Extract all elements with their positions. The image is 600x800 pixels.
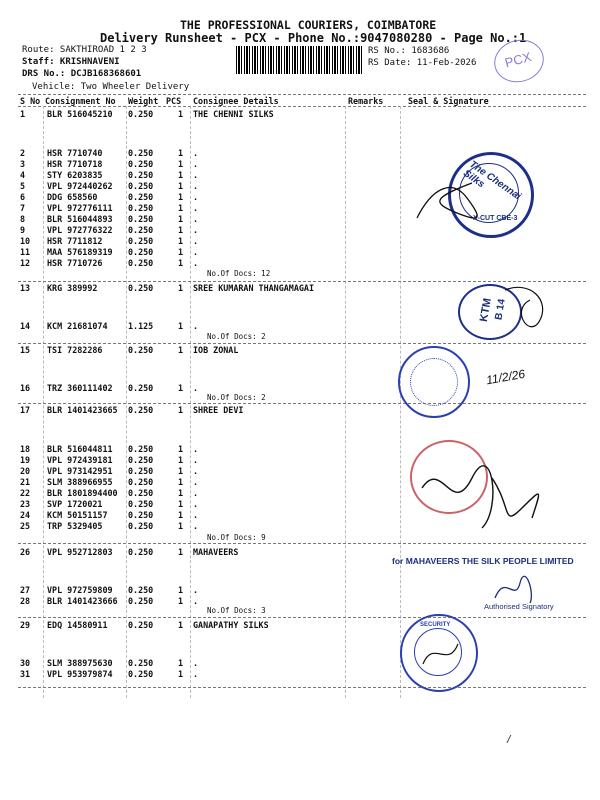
row-consignee: MAHAVEERS: [193, 547, 239, 557]
row-consignee: .: [193, 192, 199, 202]
row-weight: 0.250: [128, 383, 154, 393]
doc-count: No.Of Docs: 9: [207, 533, 266, 542]
row-consignment-no: VPL 973142951: [47, 466, 113, 476]
col-pcs: PCS: [166, 96, 182, 106]
row-pcs: 1: [178, 658, 184, 668]
row-consignee: .: [193, 148, 199, 158]
row-sno: 8: [20, 214, 26, 224]
row-consignee: .: [193, 247, 199, 257]
row-sno: 22: [20, 488, 31, 498]
row-sno: 9: [20, 225, 26, 235]
row-consignee: .: [193, 658, 199, 668]
row-weight: 0.250: [128, 405, 154, 415]
row-consignment-no: MAA 576189319: [47, 247, 113, 257]
row-weight: 1.125: [128, 321, 154, 331]
row-sno: 1: [20, 109, 26, 119]
page-title: THE PROFESSIONAL COURIERS, COIMBATORE: [180, 18, 437, 32]
row-pcs: 1: [178, 620, 184, 630]
row-sno: 28: [20, 596, 31, 606]
security-seal-text: SECURITY: [420, 622, 451, 628]
row-pcs: 1: [178, 192, 184, 202]
row-sno: 25: [20, 521, 31, 531]
col-rule: [345, 106, 346, 698]
row-weight: 0.250: [128, 214, 154, 224]
row-sno: 12: [20, 258, 31, 268]
ktm-seal-text: KTM: [477, 297, 494, 323]
col-sno: S No: [20, 96, 41, 106]
vehicle-label: Vehicle: Two Wheeler Delivery: [32, 82, 190, 92]
row-sno: 14: [20, 321, 31, 331]
iob-seal: [398, 346, 470, 418]
row-sno: 17: [20, 405, 31, 415]
row-consignee: .: [193, 488, 199, 498]
signature-2: [500, 280, 560, 330]
row-pcs: 1: [178, 585, 184, 595]
row-consignment-no: VPL 972439181: [47, 455, 113, 465]
row-weight: 0.250: [128, 283, 154, 293]
row-pcs: 1: [178, 109, 184, 119]
row-pcs: 1: [178, 466, 184, 476]
signature-1: [412, 168, 492, 228]
col-rule: [43, 106, 44, 698]
row-sno: 2: [20, 148, 26, 158]
row-consignee: .: [193, 225, 199, 235]
row-pcs: 1: [178, 283, 184, 293]
row-pcs: 1: [178, 345, 184, 355]
col-remarks: Remarks: [348, 96, 384, 106]
row-consignment-no: BLR 1401423666: [47, 596, 118, 606]
row-consignment-no: VPL 972440262: [47, 181, 113, 191]
group-separator: [18, 343, 586, 344]
group-separator: [18, 543, 586, 544]
row-pcs: 1: [178, 383, 184, 393]
row-sno: 26: [20, 547, 31, 557]
row-consignment-no: HSR 7711812: [47, 236, 103, 246]
row-sno: 3: [20, 159, 26, 169]
row-weight: 0.250: [128, 159, 154, 169]
row-consignee: .: [193, 258, 199, 268]
row-consignee: SHREE DEVI: [193, 405, 244, 415]
row-consignment-no: BLR 1801894400: [47, 488, 118, 498]
row-weight: 0.250: [128, 192, 154, 202]
row-weight: 0.250: [128, 109, 154, 119]
row-consignee: .: [193, 383, 199, 393]
row-sno: 23: [20, 499, 31, 509]
row-consignee: .: [193, 466, 199, 476]
row-weight: 0.250: [128, 258, 154, 268]
row-sno: 18: [20, 444, 31, 454]
col-rule: [126, 106, 127, 698]
barcode: [236, 46, 364, 74]
row-pcs: 1: [178, 225, 184, 235]
row-pcs: 1: [178, 669, 184, 679]
row-consignee: .: [193, 170, 199, 180]
row-consignee: .: [193, 585, 199, 595]
row-consignee: .: [193, 510, 199, 520]
chennai-seal-text: The Chennai Silks: [461, 158, 523, 203]
row-pcs: 1: [178, 321, 184, 331]
row-consignment-no: HSR 7710718: [47, 159, 103, 169]
row-consignee: .: [193, 203, 199, 213]
row-weight: 0.250: [128, 148, 154, 158]
row-consignment-no: VPL 952712803: [47, 547, 113, 557]
row-consignee: .: [193, 521, 199, 531]
row-consignee: .: [193, 321, 199, 331]
doc-count: No.Of Docs: 2: [207, 332, 266, 341]
rs-date: RS Date: 11-Feb-2026: [368, 58, 477, 68]
row-weight: 0.250: [128, 170, 154, 180]
row-weight: 0.250: [128, 466, 154, 476]
row-pcs: 1: [178, 477, 184, 487]
row-consignment-no: VPL 972776322: [47, 225, 113, 235]
row-consignee: SREE KUMARAN THANGAMAGAI: [193, 283, 315, 293]
row-pcs: 1: [178, 170, 184, 180]
row-pcs: 1: [178, 203, 184, 213]
row-weight: 0.250: [128, 225, 154, 235]
row-weight: 0.250: [128, 499, 154, 509]
row-sno: 10: [20, 236, 31, 246]
row-consignment-no: STY 6203835: [47, 170, 103, 180]
row-pcs: 1: [178, 148, 184, 158]
row-consignment-no: BLR 1401423665: [47, 405, 118, 415]
row-consignment-no: KCM 21681074: [47, 321, 108, 331]
row-sno: 21: [20, 477, 31, 487]
row-sno: 15: [20, 345, 31, 355]
route-label: Route: SAKTHIROAD 1 2 3: [22, 45, 147, 55]
row-consignment-no: SLM 388975630: [47, 658, 113, 668]
row-consignment-no: SVP 1720021: [47, 499, 103, 509]
col-weight: Weight: [128, 96, 159, 106]
row-weight: 0.250: [128, 620, 154, 630]
row-pcs: 1: [178, 455, 184, 465]
row-pcs: 1: [178, 521, 184, 531]
row-sno: 29: [20, 620, 31, 630]
row-sno: 20: [20, 466, 31, 476]
row-consignment-no: BLR 516044811: [47, 444, 113, 454]
signature-5: [418, 634, 468, 674]
row-consignee: IOB ZONAL: [193, 345, 239, 355]
row-pcs: 1: [178, 258, 184, 268]
row-sno: 27: [20, 585, 31, 595]
row-pcs: 1: [178, 596, 184, 606]
row-pcs: 1: [178, 499, 184, 509]
row-consignee: .: [193, 236, 199, 246]
row-pcs: 1: [178, 510, 184, 520]
row-weight: 0.250: [128, 547, 154, 557]
row-weight: 0.250: [128, 247, 154, 257]
row-pcs: 1: [178, 236, 184, 246]
header-bottom-rule: [18, 106, 586, 107]
row-weight: 0.250: [128, 477, 154, 487]
row-sno: 11: [20, 247, 31, 257]
row-consignment-no: HSR 7710726: [47, 258, 103, 268]
row-pcs: 1: [178, 159, 184, 169]
row-weight: 0.250: [128, 488, 154, 498]
row-consignee: .: [193, 159, 199, 169]
row-consignee: .: [193, 214, 199, 224]
row-weight: 0.250: [128, 181, 154, 191]
row-weight: 0.250: [128, 596, 154, 606]
chennai-seal-subtext: X-CUT CBE-3: [473, 215, 518, 222]
authorised-signatory: Authorised Signatory: [484, 602, 554, 611]
row-weight: 0.250: [128, 444, 154, 454]
row-sno: 19: [20, 455, 31, 465]
row-pcs: 1: [178, 214, 184, 224]
col-seal: Seal & Signature: [408, 96, 489, 106]
row-consignee: THE CHENNI SILKS: [193, 109, 274, 119]
row-pcs: 1: [178, 547, 184, 557]
row-consignment-no: VPL 972776111: [47, 203, 113, 213]
row-weight: 0.250: [128, 658, 154, 668]
ktm-seal-number: B 14: [493, 298, 508, 321]
row-consignment-no: HSR 7710740: [47, 148, 103, 158]
col-rule: [190, 106, 191, 698]
pcx-stamp-text: PCX: [503, 49, 533, 71]
doc-count: No.Of Docs: 2: [207, 393, 266, 402]
row-consignee: .: [193, 444, 199, 454]
rs-number: RS No.: 1683686: [368, 46, 450, 56]
row-pcs: 1: [178, 488, 184, 498]
row-consignment-no: KCM 50151157: [47, 510, 108, 520]
row-consignment-no: BLR 516045210: [47, 109, 113, 119]
row-weight: 0.250: [128, 455, 154, 465]
row-consignment-no: KRG 389992: [47, 283, 98, 293]
row-sno: 24: [20, 510, 31, 520]
row-weight: 0.250: [128, 345, 154, 355]
row-sno: 16: [20, 383, 31, 393]
iob-signature: 11/2/26: [485, 366, 527, 388]
group-separator: [18, 617, 586, 618]
row-pcs: 1: [178, 181, 184, 191]
group-separator: [18, 687, 586, 688]
row-sno: 30: [20, 658, 31, 668]
row-consignee: .: [193, 499, 199, 509]
signature-3: [412, 448, 552, 538]
row-sno: 5: [20, 181, 26, 191]
row-sno: 6: [20, 192, 26, 202]
row-pcs: 1: [178, 444, 184, 454]
row-consignment-no: VPL 972759809: [47, 585, 113, 595]
page-subtitle: Delivery Runsheet - PCX - Phone No.:9047080280 - Page No.:1: [100, 31, 527, 45]
mahaveers-stamp-text: for MAHAVEERS THE SILK PEOPLE LIMITED: [392, 556, 574, 566]
row-pcs: 1: [178, 405, 184, 415]
row-weight: 0.250: [128, 510, 154, 520]
row-consignment-no: TRP 5329405: [47, 521, 103, 531]
row-sno: 4: [20, 170, 26, 180]
drs-label: DRS No.: DCJB168368601: [22, 69, 142, 79]
row-consignment-no: SLM 388966955: [47, 477, 113, 487]
row-pcs: 1: [178, 247, 184, 257]
row-weight: 0.250: [128, 203, 154, 213]
doc-count: No.Of Docs: 12: [207, 269, 271, 278]
header-top-rule: [18, 94, 586, 95]
doc-count: No.Of Docs: 3: [207, 606, 266, 615]
row-consignee: .: [193, 669, 199, 679]
row-consignment-no: VPL 953979874: [47, 669, 113, 679]
row-consignment-no: DDG 658560: [47, 192, 98, 202]
row-consignment-no: TRZ 360111402: [47, 383, 113, 393]
row-sno: 13: [20, 283, 31, 293]
col-consignee: Consignee Details: [193, 96, 279, 106]
row-consignment-no: EDQ 14580911: [47, 620, 108, 630]
row-sno: 7: [20, 203, 26, 213]
row-weight: 0.250: [128, 521, 154, 531]
row-consignment-no: BLR 516044893: [47, 214, 113, 224]
row-weight: 0.250: [128, 585, 154, 595]
row-sno: 31: [20, 669, 31, 679]
footer-mark: /: [506, 734, 513, 745]
group-separator: [18, 403, 586, 404]
row-weight: 0.250: [128, 236, 154, 246]
row-weight: 0.250: [128, 669, 154, 679]
row-consignee: .: [193, 477, 199, 487]
row-consignee: .: [193, 596, 199, 606]
col-rule: [400, 106, 401, 698]
row-consignment-no: TSI 7282286: [47, 345, 103, 355]
staff-label: Staff: KRISHNAVENI: [22, 57, 120, 67]
row-consignee: .: [193, 455, 199, 465]
row-consignee: .: [193, 181, 199, 191]
row-consignee: GANAPATHY SILKS: [193, 620, 269, 630]
col-consignment: Consignment No: [45, 96, 116, 106]
